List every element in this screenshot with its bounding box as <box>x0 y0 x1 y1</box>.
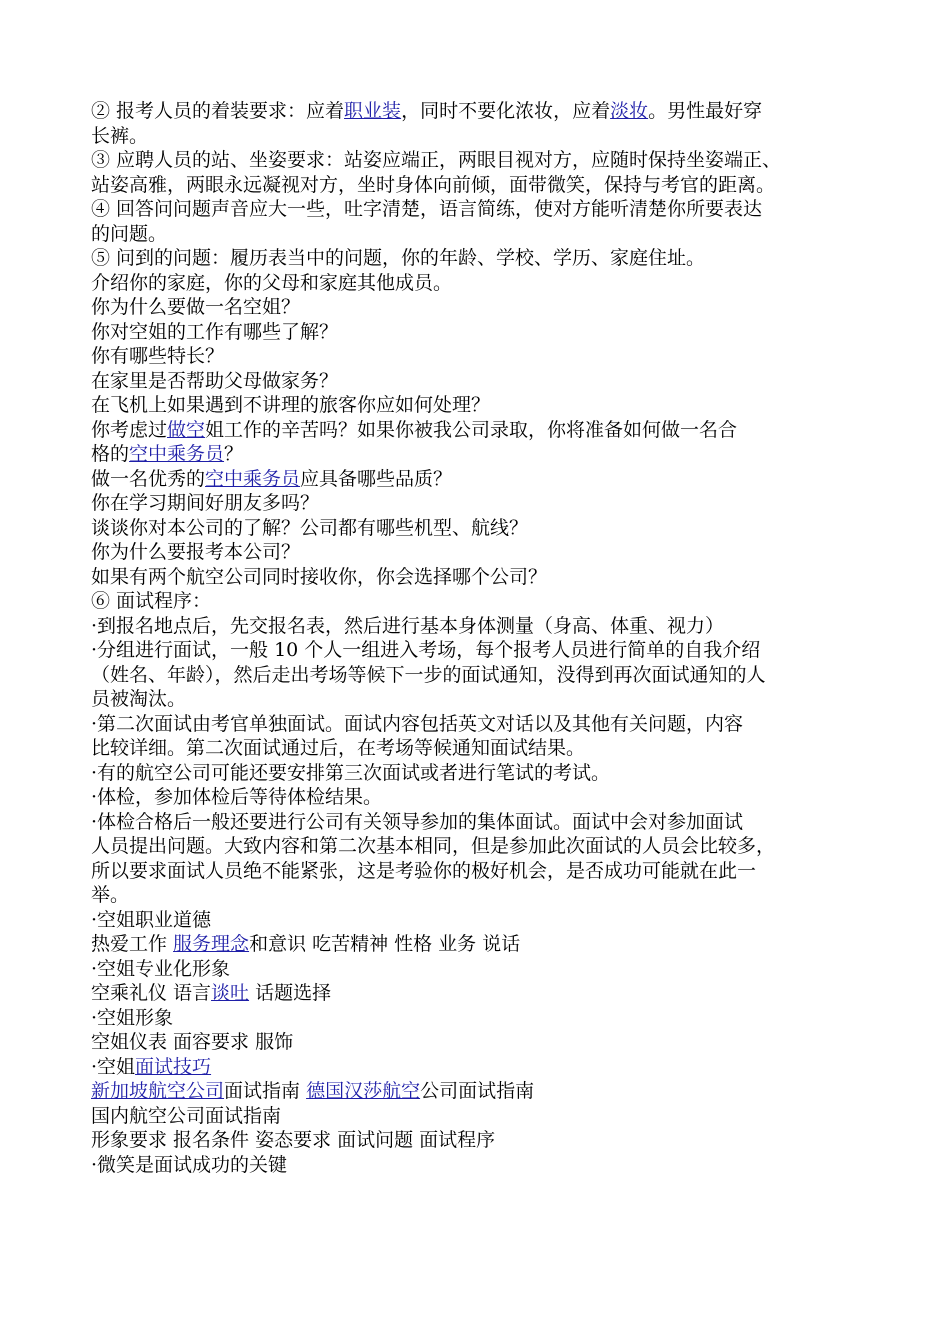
text-run: 举。 <box>91 884 130 906</box>
text-run: 你对空姐的工作有哪些了解？ <box>91 320 339 343</box>
text-run: 国内航空公司面试指南 <box>91 1104 282 1127</box>
hyperlink[interactable]: 空中乘务员 <box>129 443 225 465</box>
text-line <box>91 393 871 418</box>
text-run: 和意识 吃苦精神 性格 业务 说话 <box>249 933 521 955</box>
text-run: 人员提出问题。大致内容和第二次基本相同，但是参加此次面试的人员会比较多， <box>91 835 776 857</box>
text-run: （姓名、年龄），然后走出考场等候下一步的面试通知，没得到再次面试通知的人 <box>91 663 766 686</box>
text-run: 在家里是否帮助父母做家务？ <box>91 369 339 392</box>
text-run: ，同时不要化浓妆，应着 <box>401 100 611 122</box>
text-run: 空姐仪表 面容要求 服饰 <box>91 1031 294 1053</box>
text-line <box>91 957 871 982</box>
text-line <box>91 467 871 492</box>
text-run: 员被淘汰。 <box>91 688 187 710</box>
text-run: 公司面试指南 <box>420 1080 535 1102</box>
text-line <box>91 810 871 835</box>
text-run: 做一名优秀的 <box>91 467 206 490</box>
text-run: 应具备哪些品质？ <box>300 467 453 490</box>
text-line <box>91 908 871 933</box>
text-run: 你在学习期间好朋友多吗？ <box>91 492 320 514</box>
text-line <box>91 687 871 712</box>
hyperlink[interactable]: 面试技巧 <box>135 1055 212 1078</box>
text-run: ③ 应聘人员的站、坐姿要求：站姿应端正，两眼目视对方，应随时保持坐姿端正、 <box>91 149 782 171</box>
text-line <box>91 540 871 565</box>
hyperlink[interactable]: 淡妆 <box>610 100 649 122</box>
hyperlink[interactable]: 空中乘务员 <box>205 467 301 490</box>
text-run: 空乘礼仪 语言 <box>91 982 212 1004</box>
hyperlink[interactable]: 服务理念 <box>173 933 250 955</box>
text-run: 的问题。 <box>91 222 168 245</box>
text-run: 你有哪些特长？ <box>91 345 225 367</box>
text-run: ④ 回答问问题声音应大一些，吐字清楚，语言简练，使对方能听清楚你所要表达 <box>91 198 763 220</box>
text-run: ？ <box>224 443 244 465</box>
text-line <box>91 1055 871 1080</box>
text-line <box>91 785 871 810</box>
text-line <box>91 834 871 859</box>
text-run: 格的 <box>91 443 130 465</box>
text-run: 形象要求 报名条件 姿态要求 面试问题 面试程序 <box>91 1129 496 1151</box>
text-run: ·有的航空公司可能还要安排第三次面试或者进行笔试的考试。 <box>91 761 611 784</box>
text-run: 比较详细。第二次面试通过后，在考场等候通知面试结果。 <box>91 737 586 759</box>
text-run: ⑥ 面试程序： <box>91 590 212 612</box>
text-line <box>91 369 871 394</box>
text-run: ·第二次面试由考官单独面试。面试内容包括英文对话以及其他有关问题，内容 <box>91 712 744 735</box>
text-run: ·空姐职业道德 <box>91 908 212 931</box>
text-line <box>91 271 871 296</box>
text-line <box>91 614 871 639</box>
text-line <box>91 932 871 957</box>
text-run: 长裤。 <box>91 124 149 147</box>
text-line <box>91 124 871 149</box>
text-line <box>91 565 871 590</box>
text-line <box>91 1006 871 1031</box>
text-line <box>91 197 871 222</box>
text-run: 姐工作的辛苦吗？如果你被我公司录取，你将准备如何做一名合 <box>205 418 738 441</box>
text-run: 你考虑过 <box>91 418 168 441</box>
text-line <box>91 589 871 614</box>
text-run: ·到报名地点后，先交报名表，然后进行基本身体测量（身高、体重、视力） <box>91 614 725 637</box>
text-line <box>91 222 871 247</box>
hyperlink[interactable]: 谈吐 <box>211 982 250 1004</box>
text-line <box>91 883 871 908</box>
text-run: 话题选择 <box>249 982 332 1004</box>
text-line <box>91 418 871 443</box>
text-run: ·体检合格后一般还要进行公司有关领导参加的集体面试。面试中会对参加面试 <box>91 810 744 833</box>
text-line <box>91 1128 871 1153</box>
text-run: 你为什么要报考本公司？ <box>91 541 301 563</box>
text-line <box>91 99 871 124</box>
document-body <box>91 99 871 1177</box>
text-run: 如果有两个航空公司同时接收你，你会选择哪个公司？ <box>91 565 548 588</box>
text-line <box>91 761 871 786</box>
text-run: 面试指南 <box>224 1080 307 1102</box>
text-run: ·空姐专业化形象 <box>91 957 231 980</box>
text-run: 所以要求面试人员绝不能紧张，这是考验你的极好机会，是否成功可能就在此一 <box>91 859 757 882</box>
text-run: ·微笑是面试成功的关键 <box>91 1153 288 1176</box>
text-run: ·空姐形象 <box>91 1006 174 1029</box>
text-line <box>91 1030 871 1055</box>
hyperlink[interactable]: 做空 <box>167 418 206 441</box>
text-run: ·体检，参加体检后等待体检结果。 <box>91 786 383 808</box>
text-line <box>91 1079 871 1104</box>
text-run: 。男性最好穿 <box>648 100 763 122</box>
text-line <box>91 442 871 467</box>
text-line <box>91 516 871 541</box>
text-line <box>91 491 871 516</box>
text-run: ⑤ 问到的问题：履历表当中的问题，你的年龄、学校、学历、家庭住址。 <box>91 247 706 269</box>
text-line <box>91 663 871 688</box>
hyperlink[interactable]: 职业装 <box>344 100 402 122</box>
text-line <box>91 173 871 198</box>
text-line <box>91 712 871 737</box>
text-line <box>91 148 871 173</box>
text-run: 介绍你的家庭，你的父母和家庭其他成员。 <box>91 271 453 294</box>
text-line <box>91 246 871 271</box>
hyperlink[interactable]: 新加坡航空公司 <box>91 1080 225 1102</box>
text-run: ·分组进行面试，一般 10 个人一组进入考场，每个报考人员进行简单的自我介绍 <box>91 639 761 661</box>
text-run: 你为什么要做一名空姐？ <box>91 296 301 318</box>
text-line <box>91 344 871 369</box>
text-line <box>91 981 871 1006</box>
hyperlink[interactable]: 德国汉莎航空 <box>306 1080 421 1102</box>
text-run: 谈谈你对本公司的了解？公司都有哪些机型、航线？ <box>91 516 529 539</box>
text-run: ② 报考人员的着装要求：应着 <box>91 100 345 122</box>
text-line <box>91 1153 871 1178</box>
text-line <box>91 736 871 761</box>
text-line <box>91 1104 871 1129</box>
text-run: 热爱工作 <box>91 933 174 955</box>
text-run: 站姿高雅，两眼永远凝视对方，坐时身体向前倾，面带微笑，保持与考官的距离。 <box>91 173 776 196</box>
text-run: ·空姐 <box>91 1055 136 1078</box>
text-run: 在飞机上如果遇到不讲理的旅客你应如何处理？ <box>91 394 491 416</box>
text-line <box>91 295 871 320</box>
text-line <box>91 638 871 663</box>
text-line <box>91 859 871 884</box>
text-line <box>91 320 871 345</box>
